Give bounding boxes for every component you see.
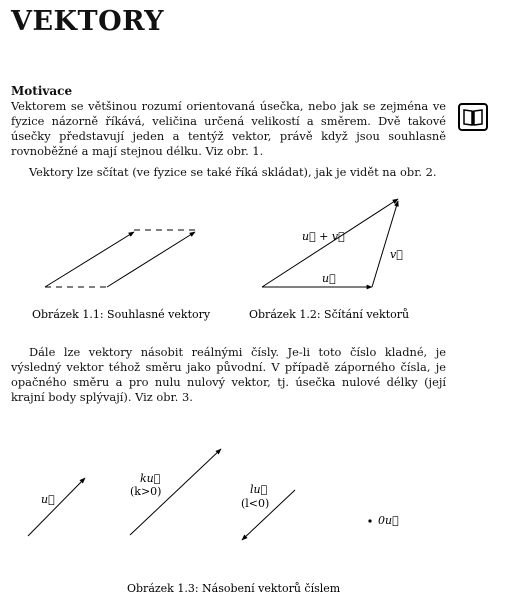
vector-v-arrow (372, 201, 398, 287)
figure-1-2 (249, 199, 409, 321)
vector-u-arrow (28, 478, 85, 536)
label-u: u⃗ (322, 272, 336, 285)
figure-1-2-caption: Obrázek 1.2: Sčítání vektorů (249, 308, 410, 321)
section-heading: Motivace (11, 84, 73, 98)
paragraph-scalar-multiplication: Dále lze vektory násobit reálnými čísly. Je-li toto číslo kladné, je výsledný vektor téhož směru jako původní. V případě záporného čísla, je opačného směru a pro nulu nulový vektor, tj. úsečka nulové délky (její krajní body splývají). Viz obr. 3. (11, 345, 446, 404)
label-ku: ku⃗ (140, 472, 161, 485)
label-zero-vector: 0u⃗ (378, 514, 399, 527)
figure-1-3-caption: Obrázek 1.3: Násobení vektorů číslem (127, 582, 341, 595)
label-sum: u⃗ + v⃗ (302, 230, 345, 243)
figure-1-1-caption: Obrázek 1.1: Souhlasné vektory (32, 308, 211, 321)
label-u: u⃗ (41, 493, 55, 506)
paragraph-definition: Vektorem se většinou rozumí orientovaná úsečka, nebo jak se zejména ve fyzice názorně říkává, veličina určená velikostí a směrem. Dvě takové úsečky představují jeden a tentýž vektor, právě když jsou souhlasně rovnoběžné a mají stejnou délku. Viz obr. 1. (11, 99, 446, 158)
label-k-condition: (k>0) (130, 485, 162, 498)
label-l-condition: (l<0) (241, 497, 270, 510)
paragraph-addition: Vektory lze sčítat (ve fyzice se také říká skládat), jak je vidět na obr. 2. (29, 165, 437, 179)
zero-vector-point (368, 519, 371, 522)
page-title: VEKTORY (11, 6, 164, 37)
figure-1-1 (32, 230, 211, 321)
figure-1-3 (28, 449, 399, 595)
label-v: v⃗ (390, 248, 403, 261)
label-lu: lu⃗ (250, 483, 268, 496)
